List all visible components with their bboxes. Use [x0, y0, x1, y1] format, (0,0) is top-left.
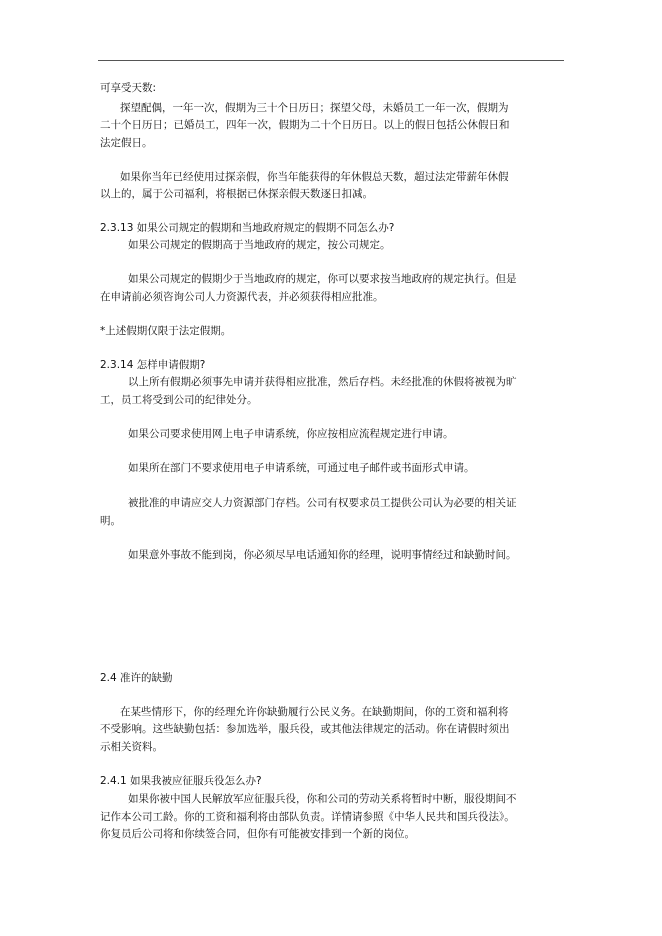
text-line: 在某些情形下，你的经理允许你缺勤履行公民义务。在缺勤期间，你的工资和福利将 — [120, 706, 509, 718]
text-line: 如果公司规定的假期少于当地政府的规定，你可以要求按当地政府的规定执行。但是 — [128, 273, 517, 285]
text-line: 明。 — [100, 515, 121, 527]
section-heading: 2.4 准许的缺勤 — [100, 672, 173, 684]
text-line: 如果你当年已经使用过探亲假，你当年能获得的年休假总天数，超过法定带薪年休假 — [120, 171, 509, 183]
text-line: 工，员工将受到公司的纪律处分。 — [100, 394, 258, 406]
text-line: 如果你被中国人民解放军应征服兵役，你和公司的劳动关系将暂时中断，服役期间不 — [128, 793, 517, 805]
text-line: 探望配偶，一年一次，假期为三十个日历日；探望父母，未婚员工一年一次，假期为 — [120, 102, 509, 114]
text-line: 以上所有假期必须事先申请并获得相应批准，然后存档。未经批准的休假将被视为旷 — [128, 376, 517, 388]
text-line: 可享受天数: — [100, 82, 157, 94]
text-line: 被批准的申请应交人力资源部门存档。公司有权要求员工提供公司认为必要的相关证 — [128, 497, 517, 509]
text-line: 如果公司要求使用网上电子申请系统，你应按相应流程规定进行申请。 — [128, 428, 454, 440]
section-heading: 2.3.13 如果公司规定的假期和当地政府规定的假期不同怎么办? — [100, 222, 395, 234]
text-line: 如果所在部门不要求使用电子申请系统，可通过电子邮件或书面形式申请。 — [128, 462, 475, 474]
text-line: 二十个日历日；已婚员工，四年一次，假期为二十个日历日。以上的假日包括公休假日和 — [100, 119, 510, 131]
note-line: *上述假期仅限于法定假期。 — [100, 325, 232, 337]
text-line: 你复员后公司将和你续签合同，但你有可能被安排到一个新的岗位。 — [100, 828, 415, 840]
text-line: 如果公司规定的假期高于当地政府的规定，按公司规定。 — [128, 239, 391, 251]
text-line: 以上的，属于公司福利，将根据已休探亲假天数逐日扣减。 — [100, 188, 373, 200]
text-line: 法定假日。 — [100, 137, 153, 149]
text-line: 记作本公司工龄。你的工资和福利将由部队负责。详情请参照《中华人民共和国兵役法》。 — [100, 811, 515, 823]
section-heading: 2.4.1 如果我被应征服兵役怎么办? — [100, 775, 262, 787]
text-line: 示相关资料。 — [100, 741, 163, 753]
text-line: 如果意外事故不能到岗，你必须尽早电话通知你的经理，说明事情经过和缺勤时间。 — [128, 549, 517, 561]
header-rule — [98, 60, 564, 61]
section-heading: 2.3.14 怎样申请假期? — [100, 359, 206, 371]
text-line: 不受影响。这些缺勤包括：参加选举，服兵役，或其他法律规定的活动。你在请假时须出 — [100, 723, 510, 735]
text-line: 在申请前必须咨询公司人力资源代表，并必须获得相应批准。 — [100, 291, 384, 303]
